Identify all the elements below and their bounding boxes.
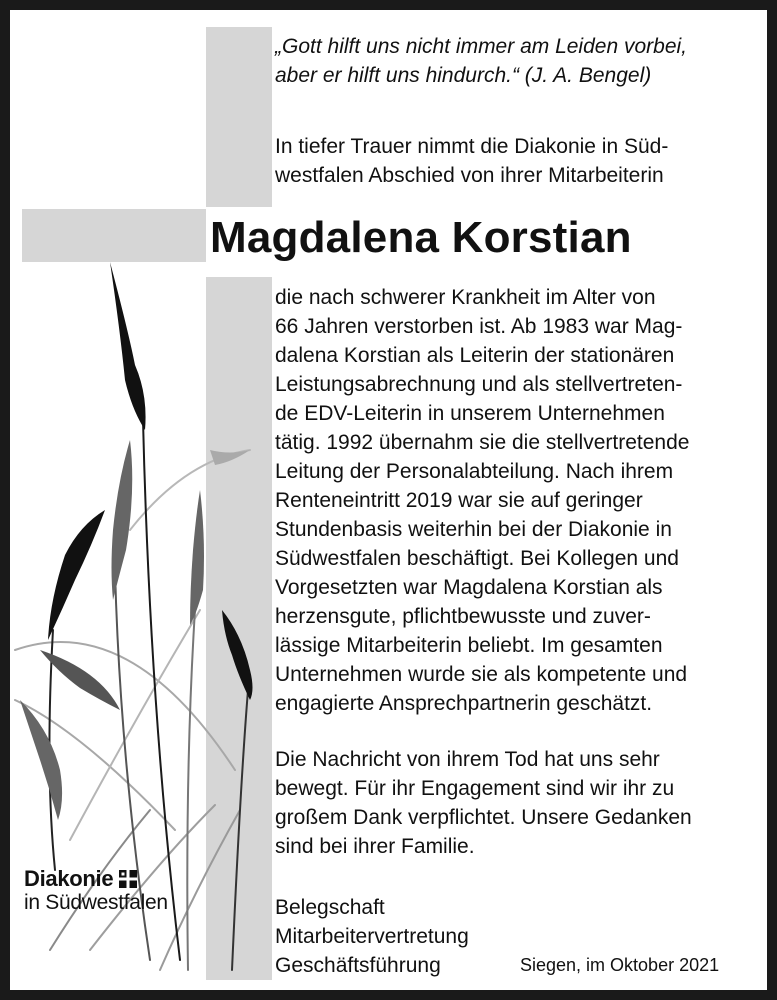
body-line: bewegt. Für ihr Engagement sind wir ihr zu	[275, 777, 675, 800]
intro-line: In tiefer Trauer nimmt die Diakonie in Süd-	[275, 135, 669, 158]
place-date: Siegen, im Oktober 2021	[520, 955, 720, 975]
body-line: Leitung der Personalabteilung. Nach ihrem	[275, 460, 674, 483]
body-line: Vorgesetzten war Magdalena Korstian als	[275, 576, 663, 599]
signatory: Geschäftsführung	[275, 954, 441, 977]
obituary-body	[275, 283, 765, 861]
diakonie-cross-logo-icon	[119, 870, 137, 888]
body-line: dalena Korstian als Leiterin der stationären	[275, 344, 675, 367]
signatory: Belegschaft	[275, 896, 385, 919]
body-line: lässige Mitarbeiterin beliebt. Im gesamten	[275, 634, 663, 657]
paragraph-career	[275, 283, 765, 718]
paragraph-gratitude	[275, 745, 765, 861]
body-line: engagierte Ansprechpartnerin geschätzt.	[275, 692, 653, 715]
signatory: Mitarbeitervertretung	[275, 925, 469, 948]
body-line: Unternehmen wurde sie als kompetente und	[275, 663, 688, 686]
body-line: Südwestfalen beschäftigt. Bei Kollegen und	[275, 547, 679, 570]
quote-line: „Gott hilft uns nicht immer am Leiden vorbei,	[275, 35, 688, 58]
body-line: Stundenbasis weiterhin bei der Diakonie in	[275, 518, 672, 541]
intro-line: westfalen Abschied von ihrer Mitarbeiterin	[275, 164, 664, 187]
deceased-name: Magdalena Korstian	[210, 213, 632, 262]
body-line: tätig. 1992 übernahm sie die stellvertretende	[275, 431, 690, 454]
body-line: die nach schwerer Krankheit im Alter von	[275, 286, 656, 309]
intro-text	[275, 132, 755, 190]
body-line: herzensgute, pflichtbewusste und zuver-	[275, 605, 651, 628]
bible-quote	[275, 32, 755, 90]
body-line: Die Nachricht von ihrem Tod hat uns sehr	[275, 748, 660, 771]
signatories	[275, 893, 469, 980]
body-line: sind bei ihrer Familie.	[275, 835, 475, 858]
body-line: 66 Jahren verstorben ist. Ab 1983 war Mag-	[275, 315, 683, 338]
logo-region: in Südwestfalen	[24, 891, 168, 914]
body-line: großem Dank verpflichtet. Unsere Gedanken	[275, 806, 692, 829]
quote-line: aber er hilft uns hindurch.“ (J. A. Bengel)	[275, 64, 652, 87]
diakonie-logo	[24, 867, 168, 915]
body-line: Renteneintritt 2019 war sie auf geringer	[275, 489, 643, 512]
body-line: Leistungsabrechnung und als stellvertreten-	[275, 373, 683, 396]
body-line: de EDV-Leiterin in unserem Unternehmen	[275, 402, 665, 425]
logo-name: Diakonie	[24, 866, 114, 891]
